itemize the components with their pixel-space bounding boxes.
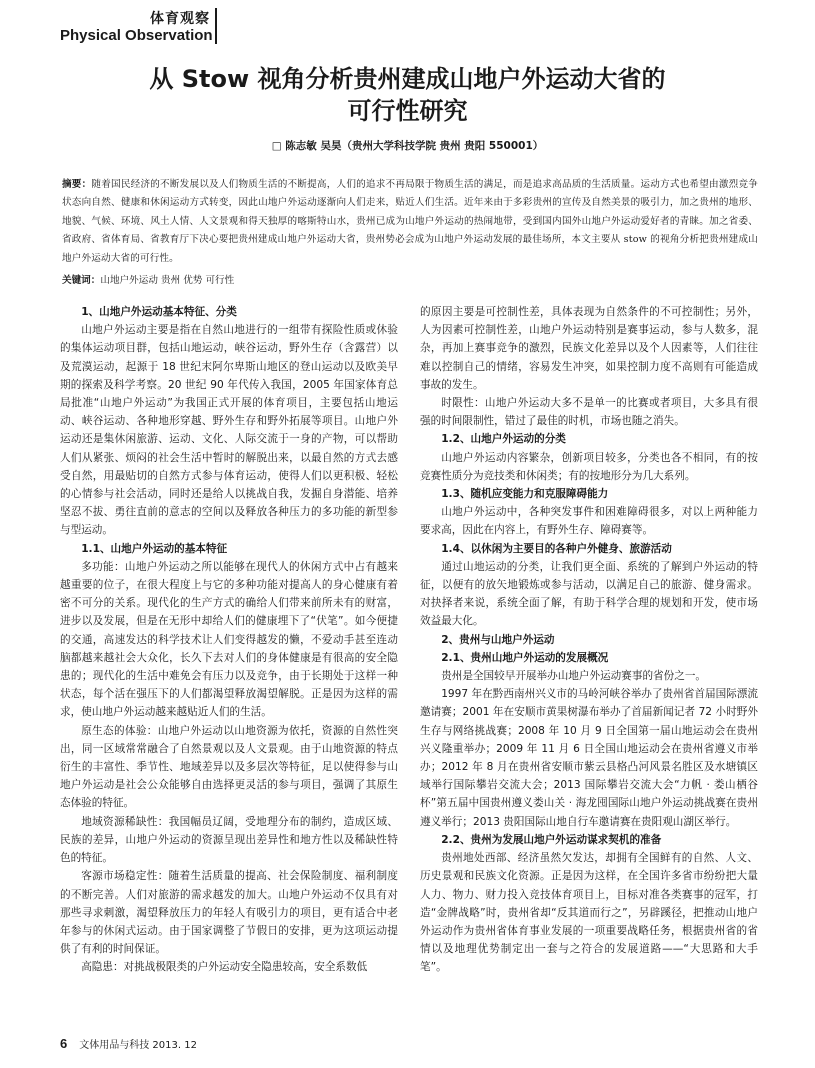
section-heading: 1、山地户外运动基本特征、分类: [81, 306, 237, 318]
authors: □ 陈志敏 吴昊（贵州大学科技学院 贵州 贵阳 550001）: [271, 140, 544, 152]
section-heading: 2.2、贵州为发展山地户外运动谋求契机的准备: [441, 833, 662, 846]
abstract-label: 摘要：: [62, 179, 92, 190]
paragraph: 高隐患：对挑战极限类的户外运动安全隐患较高，安全系数低: [81, 961, 368, 974]
section-heading: 1.1、山地户外运动的基本特征: [81, 542, 228, 555]
keywords-label: 关键词：: [62, 275, 101, 286]
abstract-text: 随着国民经济的不断发展以及人们物质生活的不断提高，人们的追求不再局限于物质生活的满足，而是追求高品质的生活质量。运动方式也希望由激烈竞争状态向自然、健康和休闲运动方式转变，因此山地户外运动逐渐向人们走来，贴近人们生活。近年来由于多彩贵州的宣传及自然美景的吸引力，加之贵州的地形、地貌、气候、环境、风土人情、人文景观和得天独厚的喀斯特山水，贵州已成为山地户外运动的热闹地带，受到国内国外山地户外运动爱好者的青睐。加之省委、省政府、省体育局、省教育厅下决心要把贵州建成山地户外运动大省，贵州势必会成为山地户外运动发展的最佳场所，本文主要从 stow 的视角分析把贵州建成山地户外运动大省的可行性。: [62, 179, 759, 264]
paragraph: 地域资源稀缺性：我国幅员辽阔，受地理分布的制约，造成区域、民族的差异，山地户外运动的资源呈现出差异性和地方性以及稀缺性特色的特征。: [60, 815, 398, 865]
section-heading: 1.2、山地户外运动的分类: [441, 433, 566, 446]
paragraph: 原生态的体验：山地户外运动以山地资源为依托，资源的自然性突出，同一区域常常融合了自然景观以及人文景观。由于山地资源的特点衍生的丰富性、季节性、地域差异以及多层次等特征，足以使得参与山地户外运动是社会公众能够自由选择更灵活的参与项目，强调了其原生态体验的特征。: [60, 724, 398, 810]
section-title-cn: 体育观察: [150, 11, 210, 27]
section-heading: 1.4、以休闲为主要目的各种户外健身、旅游活动: [441, 542, 672, 555]
right-column: [420, 303, 758, 977]
paragraph: 贵州是全国较早开展举办山地户外运动赛事的省份之一。: [441, 670, 707, 683]
paragraph: 时限性：山地户外运动大多不是单一的比赛或者项目，大多具有很强的时间限制性，错过了最佳的时机，市场也随之消失。: [420, 397, 758, 428]
article-title-line2: 可行性研究: [347, 97, 468, 125]
left-column: [60, 303, 398, 977]
section-heading: 2、贵州与山地户外运动: [441, 633, 555, 646]
section-title-en: Physical Observation: [60, 27, 213, 44]
page-footer: [60, 1036, 197, 1051]
paragraph: 客源市场稳定性：随着生活质量的提高、社会保险制度、福利制度的不断完善。人们对旅游的需求越发的加大。山地户外运动不仅具有对那些寻求刺激，渴望释放压力的年轻人有吸引力的项目，更有适合中老年参与的休闲式运动。由于国家调整了节假日的安排，更为这项运动提供了有利的时间保证。: [60, 870, 398, 956]
section-header: [0, 0, 225, 50]
keywords-text: 山地户外运动 贵州 优势 可行性: [100, 275, 235, 286]
article-title-line1: 从 Stow 视角分析贵州建成山地户外运动大省的: [149, 65, 666, 93]
paragraph: 的原因主要是可控制性差，具体表现为自然条件的不可控制性；另外，人为因素可控制性差，山地户外运动特别是赛事运动，参与人数多，混杂，再加上赛事竞争的激烈，民族文化差异以及个人因素等，人们往往难以控制自己的情绪，容易发生冲突，如果控制力度不高则有可能造成事故的发生。: [420, 306, 758, 391]
abstract: [62, 176, 758, 268]
paragraph: 贵州地处西部、经济虽然欠发达，却拥有全国鲜有的自然、人文、历史景观和民族文化资源。正是因为这样，在全国许多省市纷纷把大量人力、物力、财力投入竞技体育项目上，目标对准各类赛事的冠军，打造“金牌战略”时，贵州省却“反其道而行之”，另辟蹊径，把推动山地户外运动作为贵州省体育事业发展的一项重要战略任务，根据贵州省的省情以及地理优势制定出一套与之符合的发展道路——“大思路和大手笔”。: [420, 852, 758, 974]
header-divider: [215, 8, 217, 44]
paragraph: 山地户外运动中，各种突发事件和困难障碍很多，对以上两种能力要求高，因此在内容上，有野外生存、障碍赛等。: [420, 506, 758, 537]
page-number: 6: [60, 1036, 68, 1051]
paragraph: 多功能：山地户外运动之所以能够在现代人的休闲方式中占有越来越重要的位子，在很大程度上与它的多种功能对提高人的身心健康有着密不可分的关系。现代化的生产方式的确给人们带来前所未有的财富，进步以及发展，但是在无形中却给人们的健康埋下了“伏笔”。如今便捷的交通，高速发达的科学技术让人们变得越发的懒，不爱动手甚至连动脑都越来越社会大众化，长久下去对人们的身体健康是有很高的安全隐患的；现代化的生活中难免会有压力以及竞争，由于长期处于这样一种状态，每个活在强压下的人们都渴望释放渴望解脱。正是因为这样的需求，使山地户外运动越来越贴近人们的生活。: [60, 560, 398, 719]
section-heading: 2.1、贵州山地户外运动的发展概况: [441, 651, 609, 664]
paragraph: 通过山地运动的分类，让我们更全面、系统的了解到户外运动的特征，以便有的放矢地锻炼或参与活动，以满足自己的旅游、健身需求。对抉择者来说，系统全面了解，有助于科学合理的规划和开发，使市场效益最大化。: [420, 560, 758, 628]
section-heading: 1.3、随机应变能力和克服障碍能力: [441, 488, 609, 501]
keywords: [62, 272, 758, 286]
paragraph: 1997 年在黔西南州兴义市的马岭河峡谷举办了贵州省首届国际漂流邀请赛；2001 年在安顺市黄果树瀑布举办了首届新闻记者 72 小时野外生存与网络挑战赛；2008 年 10 月 9 日全国第一届山地运动会在贵州兴义隆重举办；2009 年 11 月 6 日全国山地运动会在贵州省遵义市举办；2012 年 8 月在贵州省安顺市紫云县格凸河风景名胜区及水塘镇区域举行国际攀岩交流大会；2013 国际攀岩交流大会“力帆 · 娄山栖谷杯”第五届中国贵州遵义娄山关 · 海龙囤国际山地户外运动挑战赛在贵州遵义举行；2013 贵阳国际山地自行车邀请赛在贵阳观山湖区举行。: [420, 688, 758, 828]
paragraph: 山地户外运动内容繁杂，创新项目较多，分类也各不相同，有的按竞赛性质分为竞技类和休闲类；有的按地形分为几大系列。: [420, 451, 758, 482]
journal-info: 文体用品与科技 2013. 12: [79, 1040, 197, 1051]
paragraph: 山地户外运动主要是指在自然山地进行的一组带有探险性质或休验的集体运动项目群，包括山地运动，峡谷运动，野外生存（含露营）以及荒漠运动，起源于 18 世纪末阿尔卑斯山地区的登山运动以及欧美早期的探索及科学考察。20 世纪 90 年代传入我国，2005 年国家体育总局批准“山地户外运动”为我国正式开展的体育项目，主要包括山地运动、峡谷运动、各种地形穿越、野外生存和野外拓展等项目。山地户外运动还是集休闲旅游、运动、文化、人际交流于一身的产物，可以帮助人们从紧张、烦闷的社会生活中暂时的解脱出来，以最自然的方式去感受自然，用最贴切的自然方式参与体育运动，使得人们以更积极、轻松的心情参与社会活动，同时还是给人以挑战自我，发掘自身潜能、培养坚忍不拔、勇往直前的意志的空间以及释放各种压力的多功能的新型参与型运动。: [60, 324, 398, 537]
